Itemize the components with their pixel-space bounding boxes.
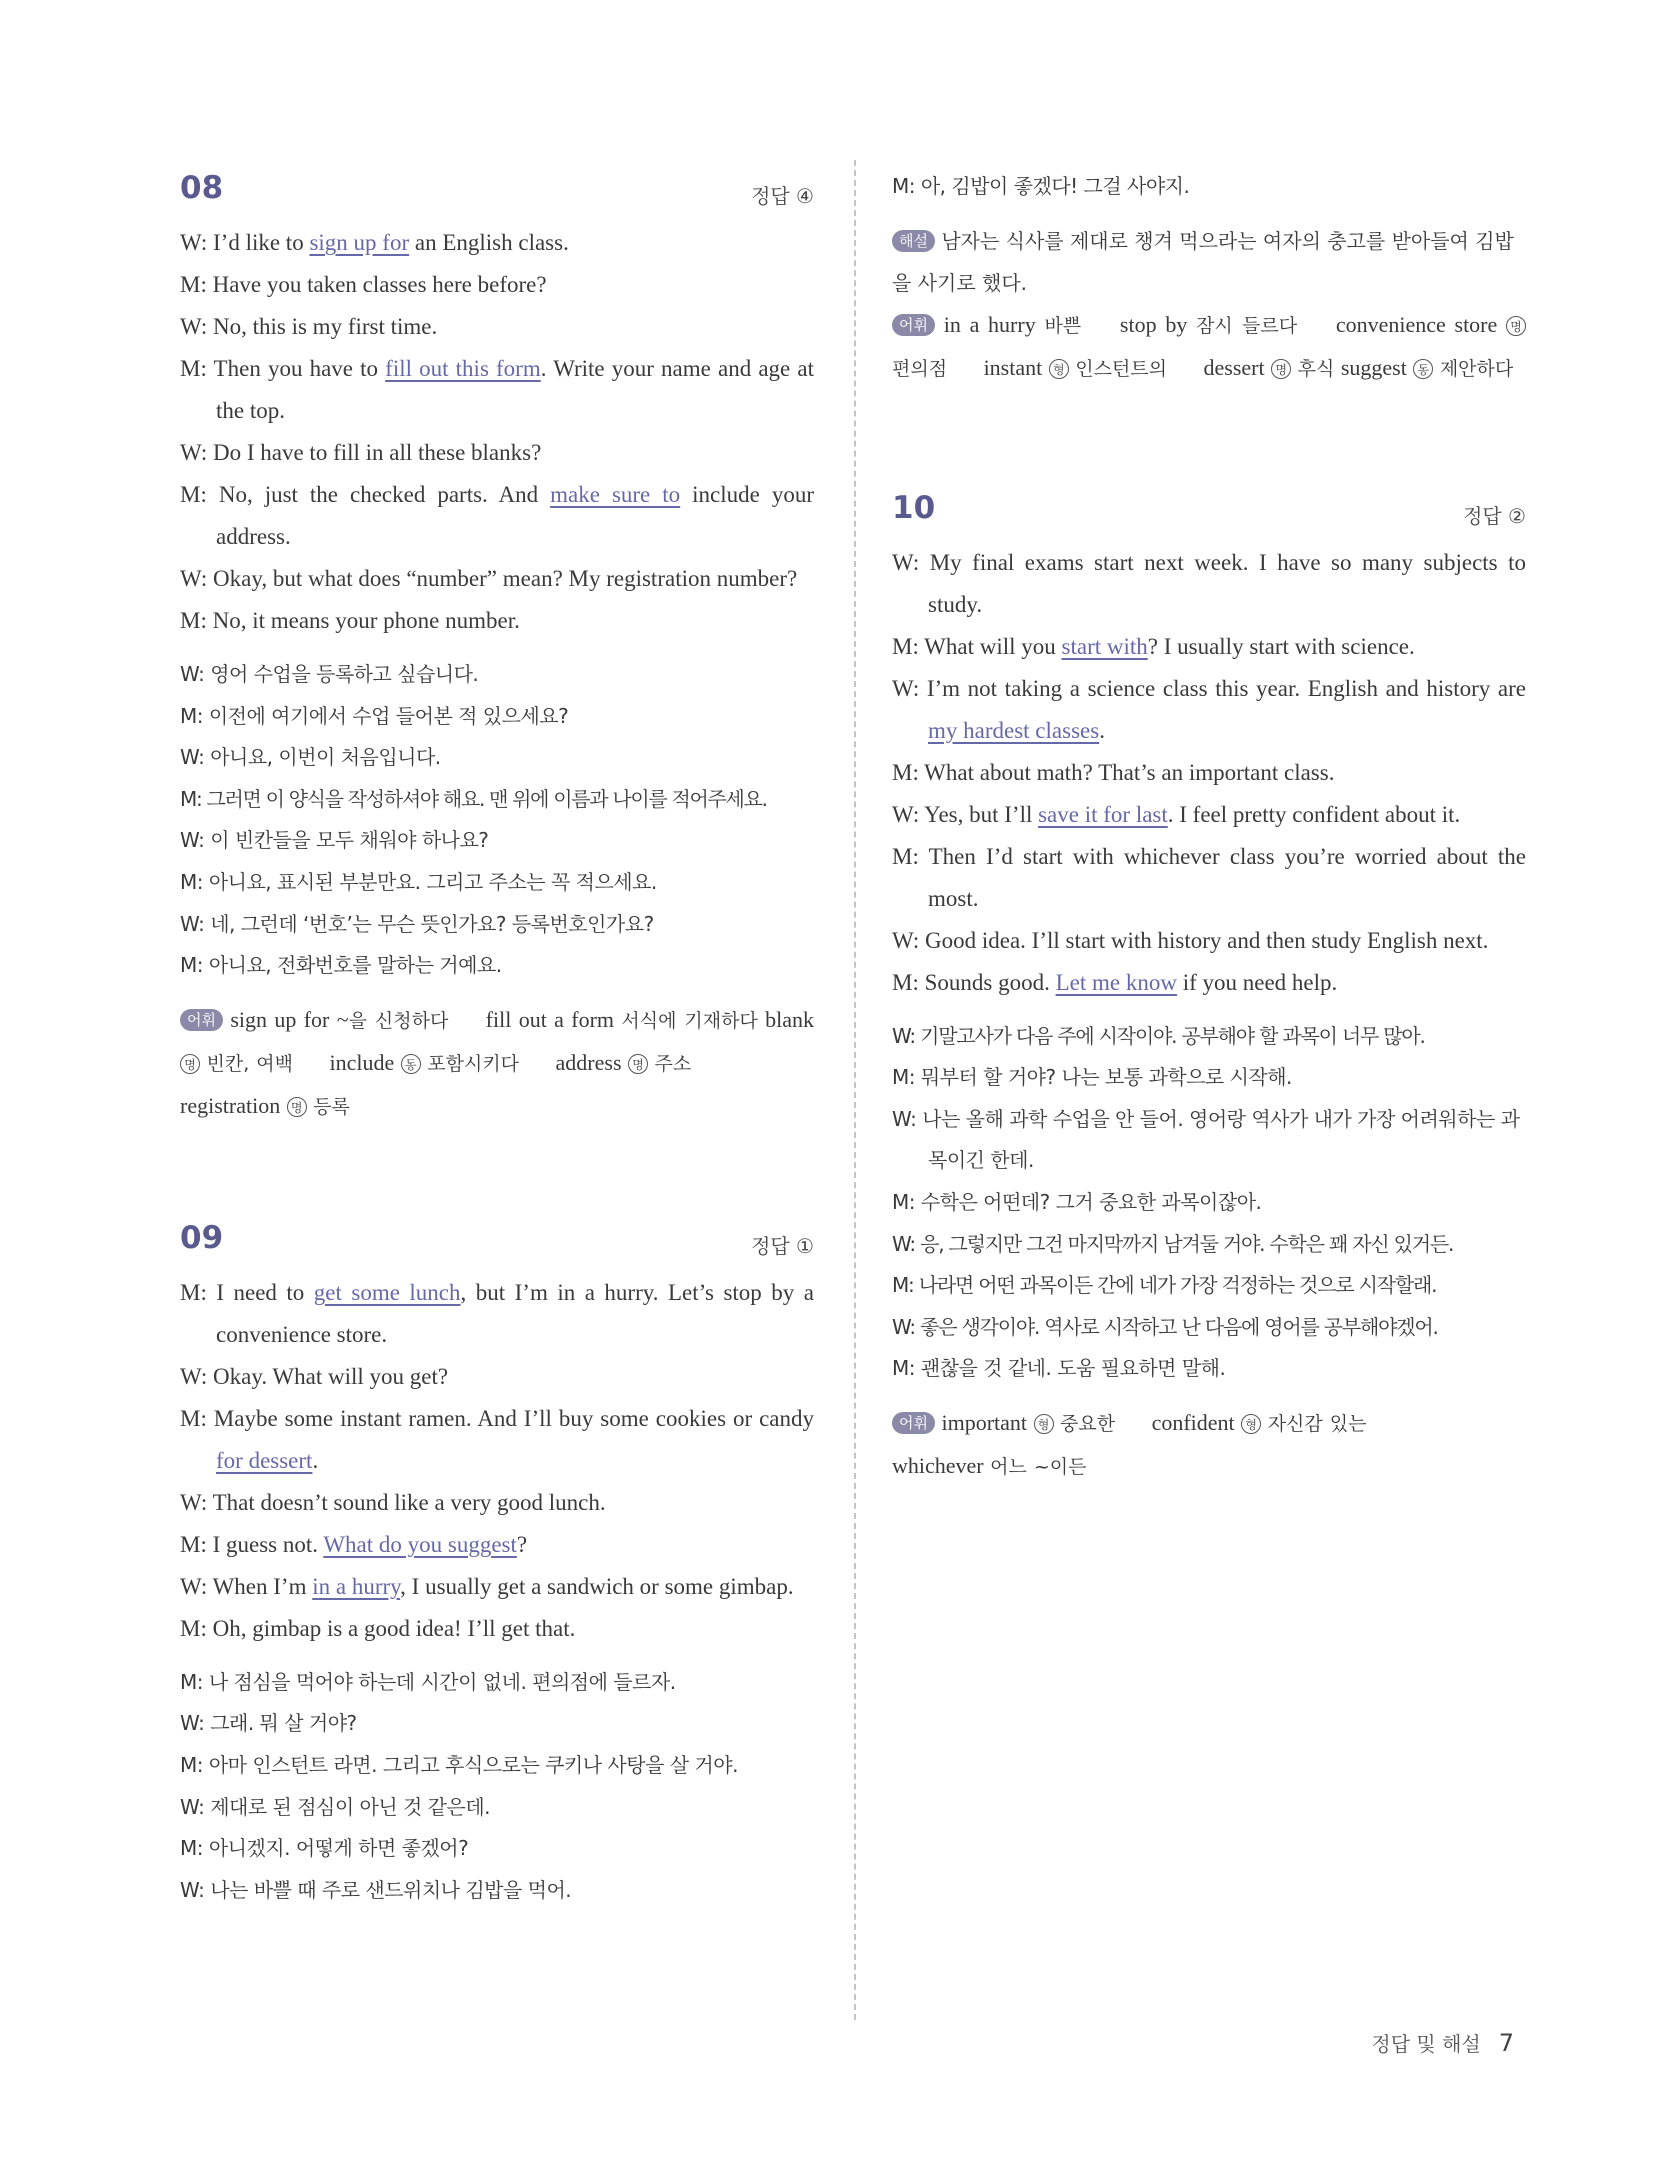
dialogue-line: M: I guess not. What do you suggest?	[180, 1531, 528, 1557]
q08-vocabulary	[180, 999, 814, 1128]
q09-translation	[180, 1662, 814, 1912]
translation-line: M: 나라면 어떤 과목이든 간에 네가 가장 걱정하는 것으로 시작할래.	[892, 1273, 1437, 1298]
q08-translation	[180, 654, 814, 987]
vocab-term: include	[329, 1049, 395, 1075]
vocab-meaning: 주소	[654, 1052, 692, 1075]
vocab-term: address	[555, 1049, 622, 1075]
right-column	[892, 166, 1526, 1488]
part-of-speech-icon: 명	[628, 1054, 648, 1074]
vocab-term: in a hurry	[943, 311, 1036, 337]
explanation-badge: 해설	[892, 230, 935, 252]
translation-line: M: 나 점심을 먹어야 하는데 시간이 없네. 편의점에 들르자.	[180, 1669, 676, 1694]
q08-dialogue	[180, 222, 814, 642]
dialogue-line: W: Good idea. I’ll start with history and then study English next.	[892, 927, 1489, 953]
part-of-speech-icon: 동	[1413, 359, 1433, 379]
q10-answer: 정답 ②	[1463, 503, 1526, 528]
q09-explanation	[892, 220, 1526, 304]
vocab-meaning: 을 신청하다	[348, 1009, 449, 1032]
dialogue-line: M: Sounds good. Let me know if you need help.	[892, 969, 1338, 995]
left-column	[180, 166, 814, 1911]
part-of-speech-icon: 명	[1271, 359, 1291, 379]
translation-line: M: 아마 인스턴트 라면. 그리고 후식으로는 쿠키나 사탕을 살 거야.	[180, 1752, 738, 1777]
vocab-term: sign up for ~	[230, 1006, 349, 1032]
q08-header	[180, 166, 814, 216]
vocab-badge: 어휘	[180, 1009, 223, 1031]
vocab-term: convenience store	[1335, 311, 1498, 337]
vocab-term: whichever	[892, 1452, 984, 1478]
vocab-meaning: 어느 ~이든	[990, 1455, 1087, 1478]
dialogue-line: M: Then I’d start with whichever class you’re worried about the most.	[892, 843, 1526, 911]
part-of-speech-icon: 명	[180, 1054, 200, 1074]
vocab-term: suggest	[1340, 354, 1407, 380]
q08-answer: 정답 ④	[751, 184, 814, 208]
page-number: 7	[1498, 2029, 1514, 2057]
translation-line: M: 괜찮을 것 같네. 도움 필요하면 말해.	[892, 1356, 1226, 1381]
vocab-term: confident	[1151, 1409, 1235, 1435]
q10-header	[892, 486, 1526, 536]
q10-dialogue	[892, 542, 1526, 1004]
translation-line: W: 아니요, 이번이 처음입니다.	[180, 745, 441, 770]
dialogue-line: W: When I’m in a hurry, I usually get a sandwich or some gimbap.	[180, 1573, 794, 1599]
vocab-meaning: 자신감 있는	[1267, 1412, 1367, 1435]
q09-header	[180, 1216, 814, 1266]
dialogue-line: W: That doesn’t sound like a very good lunch.	[180, 1489, 606, 1515]
dialogue-line: W: My final exams start next week. I have so many subjects to study.	[892, 549, 1526, 617]
dialogue-line: W: No, this is my first time.	[180, 314, 438, 339]
translation-line: M: 이전에 여기에서 수업 들어본 적 있으세요?	[180, 703, 569, 728]
dialogue-line: M: No, it means your phone number.	[180, 608, 520, 633]
translation-line: M: 아니요, 전화번호를 말하는 거예요.	[180, 953, 502, 978]
dialogue-line: W: Do I have to fill in all these blanks?	[180, 440, 542, 465]
dialogue-line: M: What about math? That’s an important class.	[892, 759, 1335, 785]
translation-line: M: 뭐부터 할 거야? 나는 보통 과학으로 시작해.	[892, 1065, 1292, 1090]
dialogue-line: M: I need to get some lunch, but I’m in a hurry. Let’s stop by a convenience store.	[180, 1279, 815, 1347]
q10-translation	[892, 1016, 1526, 1390]
translation-line: W: 영어 수업을 등록하고 싶습니다.	[180, 662, 479, 686]
part-of-speech-icon: 동	[401, 1054, 421, 1074]
part-of-speech-icon: 명	[287, 1097, 307, 1117]
translation-line: W: 네, 그런데 ‘번호’는 무슨 뜻인가요? 등록번호인가요?	[180, 911, 654, 936]
column-divider	[854, 160, 856, 2020]
vocab-term: registration	[180, 1092, 281, 1118]
vocab-meaning: 포함시키다	[427, 1052, 520, 1075]
translation-line: W: 좋은 생각이야. 역사로 시작하고 난 다음에 영어를 공부해야겠어.	[892, 1314, 1438, 1339]
vocab-meaning: 제안하다	[1439, 357, 1514, 380]
translation-line: W: 제대로 된 점심이 아닌 것 같은데.	[180, 1794, 491, 1819]
vocab-meaning: 후식	[1297, 357, 1335, 380]
translation-line: W: 응, 그렇지만 그건 마지막까지 남겨둘 거야. 수학은 꽤 자신 있거든.	[892, 1231, 1454, 1256]
q09-number: 09	[180, 1219, 224, 1256]
translation-line: M: 아, 김밥이 좋겠다! 그걸 사야지.	[892, 174, 1190, 198]
dialogue-line: W: I’d like to sign up for an English class.	[180, 230, 569, 255]
vocab-term: blank	[765, 1006, 815, 1032]
vocab-term: dessert	[1203, 354, 1265, 380]
vocab-meaning: 바쁜	[1044, 314, 1082, 337]
q10-number: 10	[892, 489, 936, 526]
part-of-speech-icon: 명	[1506, 316, 1526, 336]
dialogue-line: W: Okay, but what does “number” mean? My registration number?	[180, 566, 798, 591]
part-of-speech-icon: 형	[1241, 1414, 1261, 1434]
translation-line: W: 그래. 뭐 살 거야?	[180, 1711, 357, 1736]
vocab-term: fill out a form	[485, 1006, 615, 1032]
vocab-meaning: 등록	[313, 1095, 350, 1118]
vocab-term: important	[941, 1409, 1028, 1435]
vocab-term: stop by	[1119, 311, 1188, 337]
translation-line: M: 수학은 어떤데? 그거 중요한 과목이잖아.	[892, 1189, 1262, 1214]
dialogue-line: M: What will you start with? I usually start with science.	[892, 633, 1415, 659]
dialogue-line: W: Okay. What will you get?	[180, 1363, 449, 1389]
part-of-speech-icon: 형	[1049, 359, 1069, 379]
vocab-meaning: 편의점	[892, 357, 948, 380]
translation-line: M: 아니요, 표시된 부분만요. 그리고 주소는 꼭 적으세요.	[180, 869, 657, 894]
vocab-term: instant	[983, 354, 1043, 380]
footer-label: 정답 및 해설	[1371, 2032, 1481, 2056]
translation-line: M: 그러면 이 양식을 작성하셔야 해요. 맨 위에 이름과 나이를 적어주세요.	[180, 786, 767, 811]
q09-dialogue	[180, 1272, 814, 1650]
vocab-meaning: 인스턴트의	[1075, 357, 1168, 380]
vocab-meaning: 중요한	[1060, 1412, 1116, 1435]
dialogue-line: M: Maybe some instant ramen. And I’ll buy some cookies or candy for dessert.	[180, 1405, 814, 1473]
q09-vocabulary	[892, 304, 1526, 390]
translation-line: M: 아니겠지. 어떻게 하면 좋겠어?	[180, 1836, 469, 1861]
dialogue-line: M: Oh, gimbap is a good idea! I’ll get that.	[180, 1615, 576, 1641]
translation-line: W: 기말고사가 다음 주에 시작이야. 공부해야 할 과목이 너무 많아.	[892, 1023, 1425, 1048]
vocab-meaning: 빈칸, 여백	[206, 1052, 293, 1075]
vocab-meaning: 서식에 기재하다	[621, 1009, 758, 1032]
q10-vocabulary	[892, 1402, 1526, 1488]
dialogue-line: W: I’m not taking a science class this year. English and history are my hardest classes.	[892, 675, 1526, 743]
q08-number: 08	[180, 170, 224, 206]
vocab-meaning: 잠시 들르다	[1196, 314, 1298, 337]
dialogue-line: W: Yes, but I’ll save it for last. I feel pretty confident about it.	[892, 801, 1461, 827]
page-footer	[1371, 2028, 1514, 2057]
translation-line: W: 나는 바쁠 때 주로 샌드위치나 김밥을 먹어.	[180, 1877, 572, 1902]
vocab-badge: 어휘	[892, 314, 935, 336]
translation-line: W: 나는 올해 과학 수업을 안 들어. 영어랑 역사가 내가 가장 어려워하는 과목이긴 한데.	[892, 1106, 1520, 1173]
dialogue-line: M: Have you taken classes here before?	[180, 272, 547, 297]
q09-answer: 정답 ①	[751, 1233, 814, 1258]
translation-line: W: 이 빈칸들을 모두 채워야 하나요?	[180, 828, 489, 853]
dialogue-line: M: No, just the checked parts. And make sure to include your address.	[180, 482, 815, 549]
vocab-badge: 어휘	[892, 1412, 935, 1434]
part-of-speech-icon: 형	[1034, 1414, 1054, 1434]
dialogue-line: M: Then you have to fill out this form. Write your name and age at the top.	[180, 356, 814, 423]
explanation-text: 남자는 식사를 제대로 챙겨 먹으라는 여자의 충고를 받아들여 김밥을 사기로 했다.	[892, 228, 1514, 295]
